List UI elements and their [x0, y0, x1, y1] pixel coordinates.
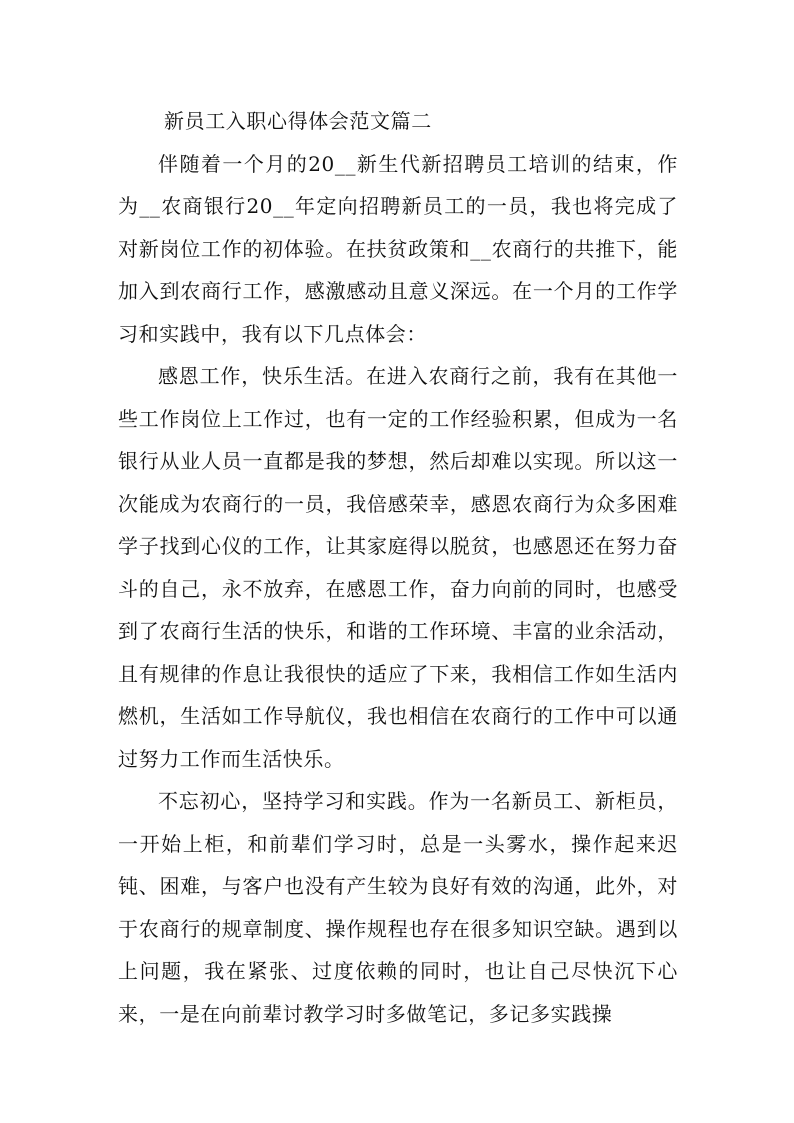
paragraph-1: 伴随着一个月的20__新生代新招聘员工培训的结束，作为__农商银行20__年定向招聘新员工的一员，我也将完成了对新岗位工作的初体验。在扶贫政策和__农商行的共推下，能加入到农商行工作，感激感动且意义深远。在一个月的工作学习和实践中，我有以下几点体会： [118, 151, 678, 346]
paragraph-2: 感恩工作，快乐生活。在进入农商行之前，我有在其他一些工作岗位上工作过，也有一定的工作经验积累，但成为一名银行从业人员一直都是我的梦想，然后却难以实现。所以这一次能成为农商行的一员，我倍感荣幸，感恩农商行为众多困难学子找到心仪的工作，让其家庭得以脱贫，也感恩还在努力奋斗的自己，永不放弃，在感恩工作，奋力向前的同时，也感受到了农商行生活的快乐，和谐的工作环境、丰富的业余活动，且有规律的作息让我很快的适应了下来，我相信工作如生活内燃机，生活如工作导航仪，我也相信在农商行的工作中可以通过努力工作而生活快乐。 [118, 364, 678, 771]
document-body [118, 100, 678, 1035]
document-heading: 新员工入职心得体会范文篇二 [164, 109, 432, 133]
paragraph-3: 不忘初心，坚持学习和实践。作为一名新员工、新柜员，一开始上柜，和前辈们学习时，总是一头雾水，操作起来迟钝、困难，与客户也没有产生较为良好有效的沟通，此外，对于农商行的规章制度、操作规程也存在很多知识空缺。遇到以上问题，我在紧张、过度依赖的同时，也让自己尽快沉下心来，一是在向前辈讨教学习时多做笔记，多记多实践操 [118, 789, 678, 1026]
